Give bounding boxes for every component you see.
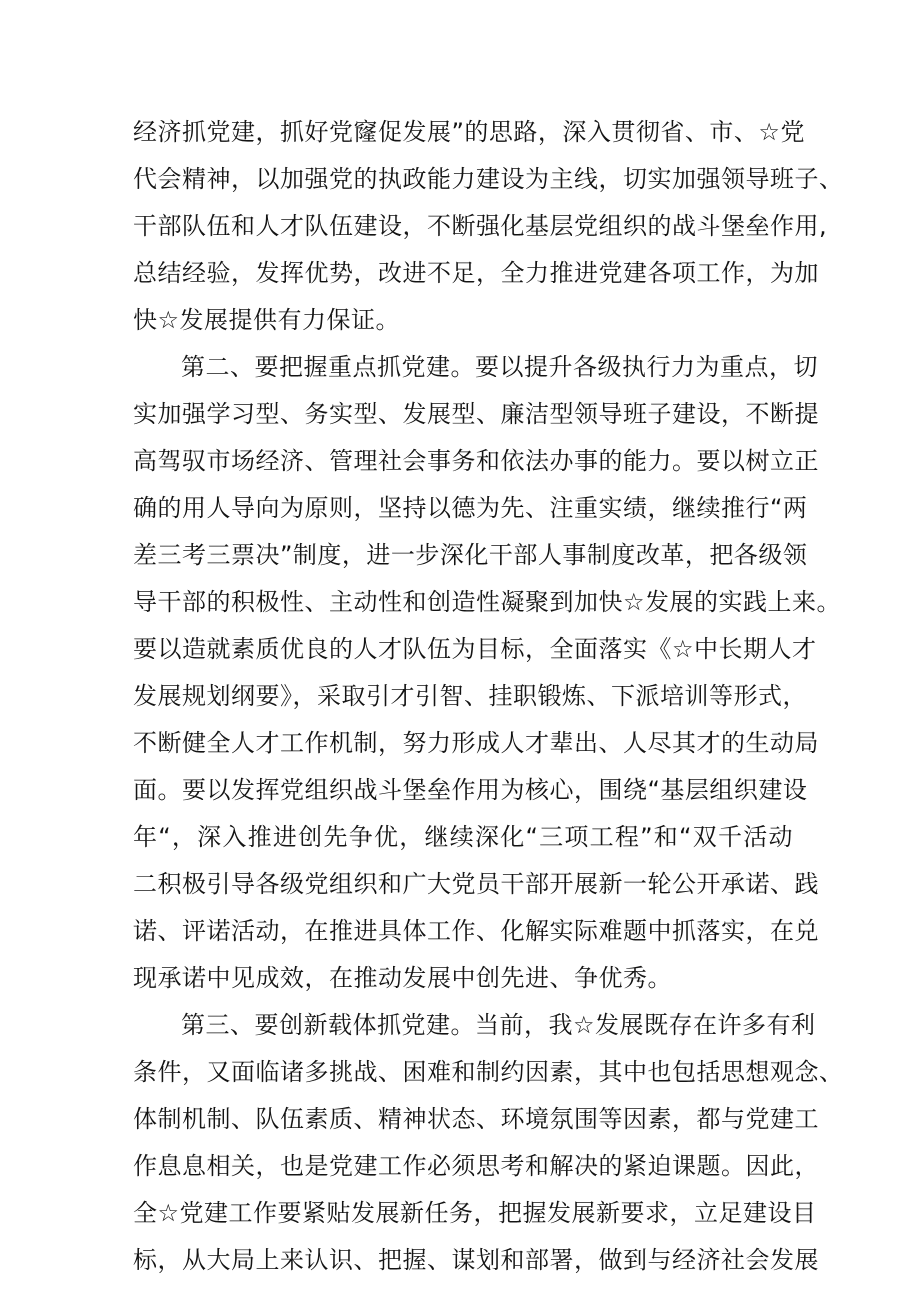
- text-line: 条件，又面临诸多挑战、困难和制约因素，其中也包括思想观念、: [133, 1058, 844, 1086]
- text-line: 现承诺中见成效，在推动发展中创先进、争优秀。: [133, 964, 672, 992]
- text-line: 作息息相关，也是党建工作必须思考和解决的紧迫课题。因此，: [133, 1152, 819, 1180]
- text-line: 经济抓党建，抓好党窿促发展”的思路，深入贯彻省、市、☆党: [133, 118, 805, 146]
- text-line: 诺、评诺活动，在推进具体工作、化解实际难题中抓落实，在兑: [133, 917, 819, 945]
- text-line: 要以造就素质优良的人才队伍为目标，全面落实《☆中长期人才: [133, 635, 817, 663]
- text-line: 干部队伍和人才队伍建设，不断强化基层党组织的战斗堡垒作用,: [133, 212, 828, 240]
- text-line: 年“，深入推进创先争优，继续深化“三项工程”和“双千活动: [133, 823, 793, 851]
- text-line: 面。要以发挥党组织战斗堡垒作用为核心，围绕“基层组织建设: [133, 776, 808, 804]
- text-line: 二积极引导各级党组织和广大党员干部开展新一轮公开承诺、践: [133, 870, 819, 898]
- paragraph-start-line: 第三、要创新载体抓党建。当前，我☆发展既存在许多有利: [181, 1011, 816, 1039]
- text-line: 不断健全人才工作机制，努力形成人才辈出、人尽其才的生动局: [133, 729, 819, 757]
- text-line: 实加强学习型、务实型、发展型、廉洁型领导班子建设，不断提: [133, 400, 819, 428]
- text-line: 全☆党建工作要紧贴发展新任务，把握发展新要求，立足建设目: [133, 1199, 817, 1227]
- text-line: 标，从大局上来认识、把握、谋划和部署，做到与经济社会发展: [133, 1246, 819, 1274]
- text-line: 差三考三票决”制度，进一步深化干部人事制度改革，把各级领: [133, 541, 808, 569]
- paragraph-start-line: 第二、要把握重点抓党建。要以提升各级执行力为重点，切: [181, 353, 818, 381]
- text-line: 导干部的积极性、主动性和创造性凝聚到加快☆发展的实践上来。: [133, 588, 842, 616]
- text-line: 体制机制、队伍素质、精神状态、环境氛围等因素，都与党建工: [133, 1105, 819, 1133]
- text-line: 总结经验，发挥优势，改进不足，全力推进党建各项工作，为加: [133, 259, 819, 287]
- text-line: 发展规划纲要》，采取引才引智、挂职锻炼、下派培训等形式，: [133, 682, 807, 710]
- text-line: 确的用人导向为原则，坚持以德为先、注重实绩，继续推行“两: [133, 494, 808, 522]
- text-line: 高驾驭市场经济、管理社会事务和依法办事的能力。要以树立正: [133, 447, 819, 475]
- text-line: 代会精神，以加强党的执政能力建设为主线，切实加强领导班子、: [133, 165, 844, 193]
- text-line: 快☆发展提供有力保证。: [133, 306, 401, 334]
